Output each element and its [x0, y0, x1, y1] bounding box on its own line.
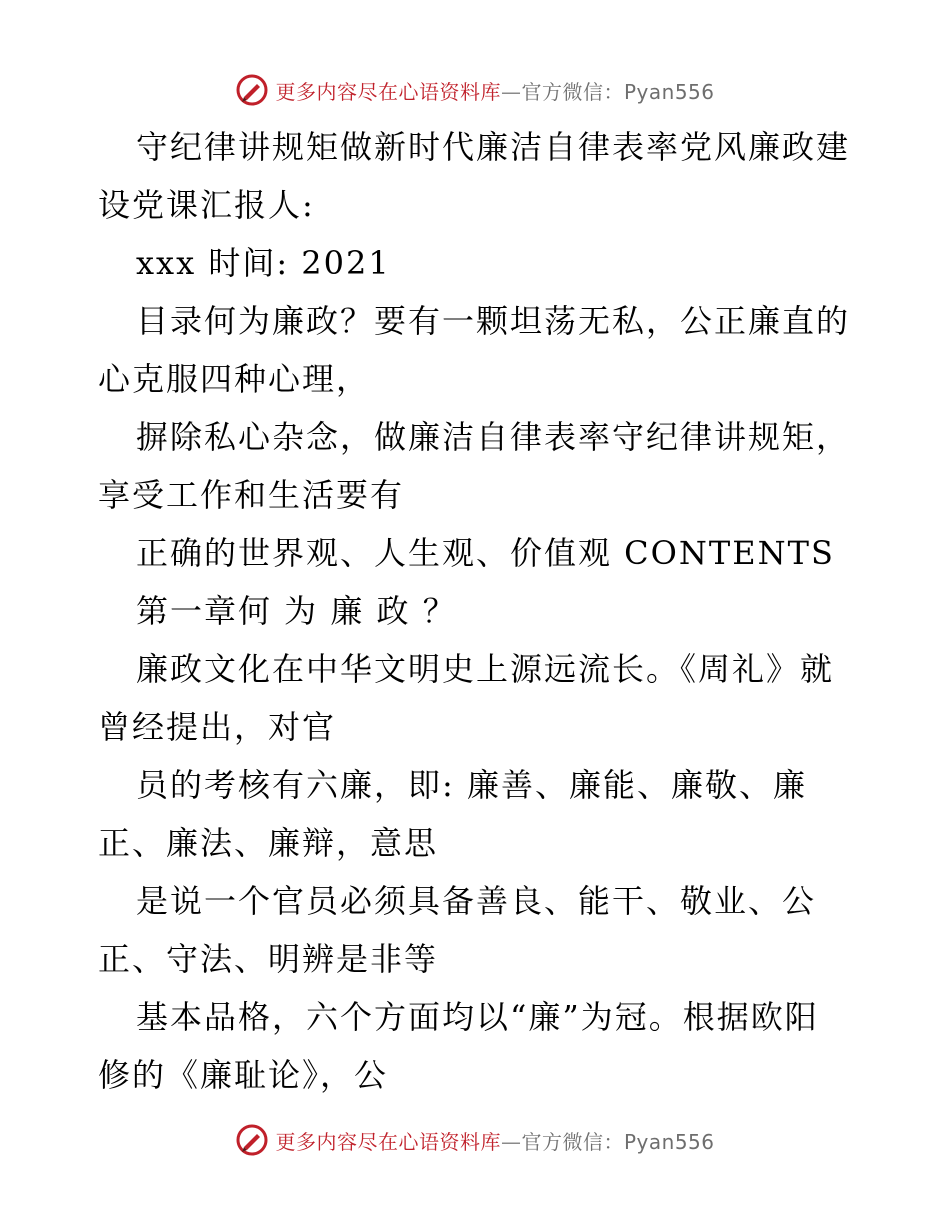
watermark-wechat-id: Pyan556 — [623, 79, 715, 104]
chapter-heading: 第一章何 为 廉 政 ？ — [136, 592, 457, 630]
pen-logo-icon — [235, 1123, 269, 1157]
text-line: 设党课汇报人: — [98, 186, 315, 224]
footer-watermark — [0, 1120, 950, 1160]
text-line: 正、守法、明辨是非等 — [98, 940, 439, 978]
text-line: 享受工作和生活要有 — [98, 476, 405, 514]
text-line: xxx 时间: 2021 — [136, 244, 391, 282]
watermark-wechat-id: Pyan556 — [623, 1129, 715, 1154]
watermark-site-text: 更多内容尽在心语资料库 — [275, 79, 501, 104]
text-line: 心克服四种心理， — [98, 360, 371, 398]
header-watermark — [0, 70, 950, 110]
text-line: 正确的世界观、人生观、价值观 CONTENTS — [136, 534, 835, 572]
text-line: 曾经提出，对官 — [98, 708, 337, 746]
document-body — [98, 118, 858, 1104]
text-line: 修的《廉耻论》，公 — [98, 1056, 389, 1094]
text-line: 目录何为廉政？要有一颗坦荡无私，公正廉直的 — [136, 302, 851, 340]
text-line: 正、廉法、廉辩，意思 — [98, 824, 439, 862]
pen-logo-icon — [235, 73, 269, 107]
text-line: 摒除私心杂念，做廉洁自律表率守纪律讲规矩， — [136, 418, 851, 456]
text-line: 是说一个官员必须具备善良、能干、敬业、公 — [136, 882, 817, 920]
text-line: 廉政文化在中华文明史上源远流长。《周礼》就 — [136, 650, 835, 688]
watermark-label: 官方微信： — [521, 1129, 624, 1154]
watermark-site-text: 更多内容尽在心语资料库 — [275, 1129, 501, 1154]
watermark-dash: — — [500, 1129, 522, 1154]
text-line: 守纪律讲规矩做新时代廉洁自律表率党风廉政建 — [136, 128, 851, 166]
watermark-text — [275, 1126, 714, 1155]
text-line: 基本品格，六个方面均以“廉”为冠。根据欧阳 — [136, 998, 819, 1036]
text-line: 员的考核有六廉，即: 廉善、廉能、廉敬、廉 — [136, 766, 807, 804]
watermark-text — [275, 76, 714, 105]
watermark-label: 官方微信： — [521, 79, 624, 104]
watermark-dash: — — [500, 79, 522, 104]
